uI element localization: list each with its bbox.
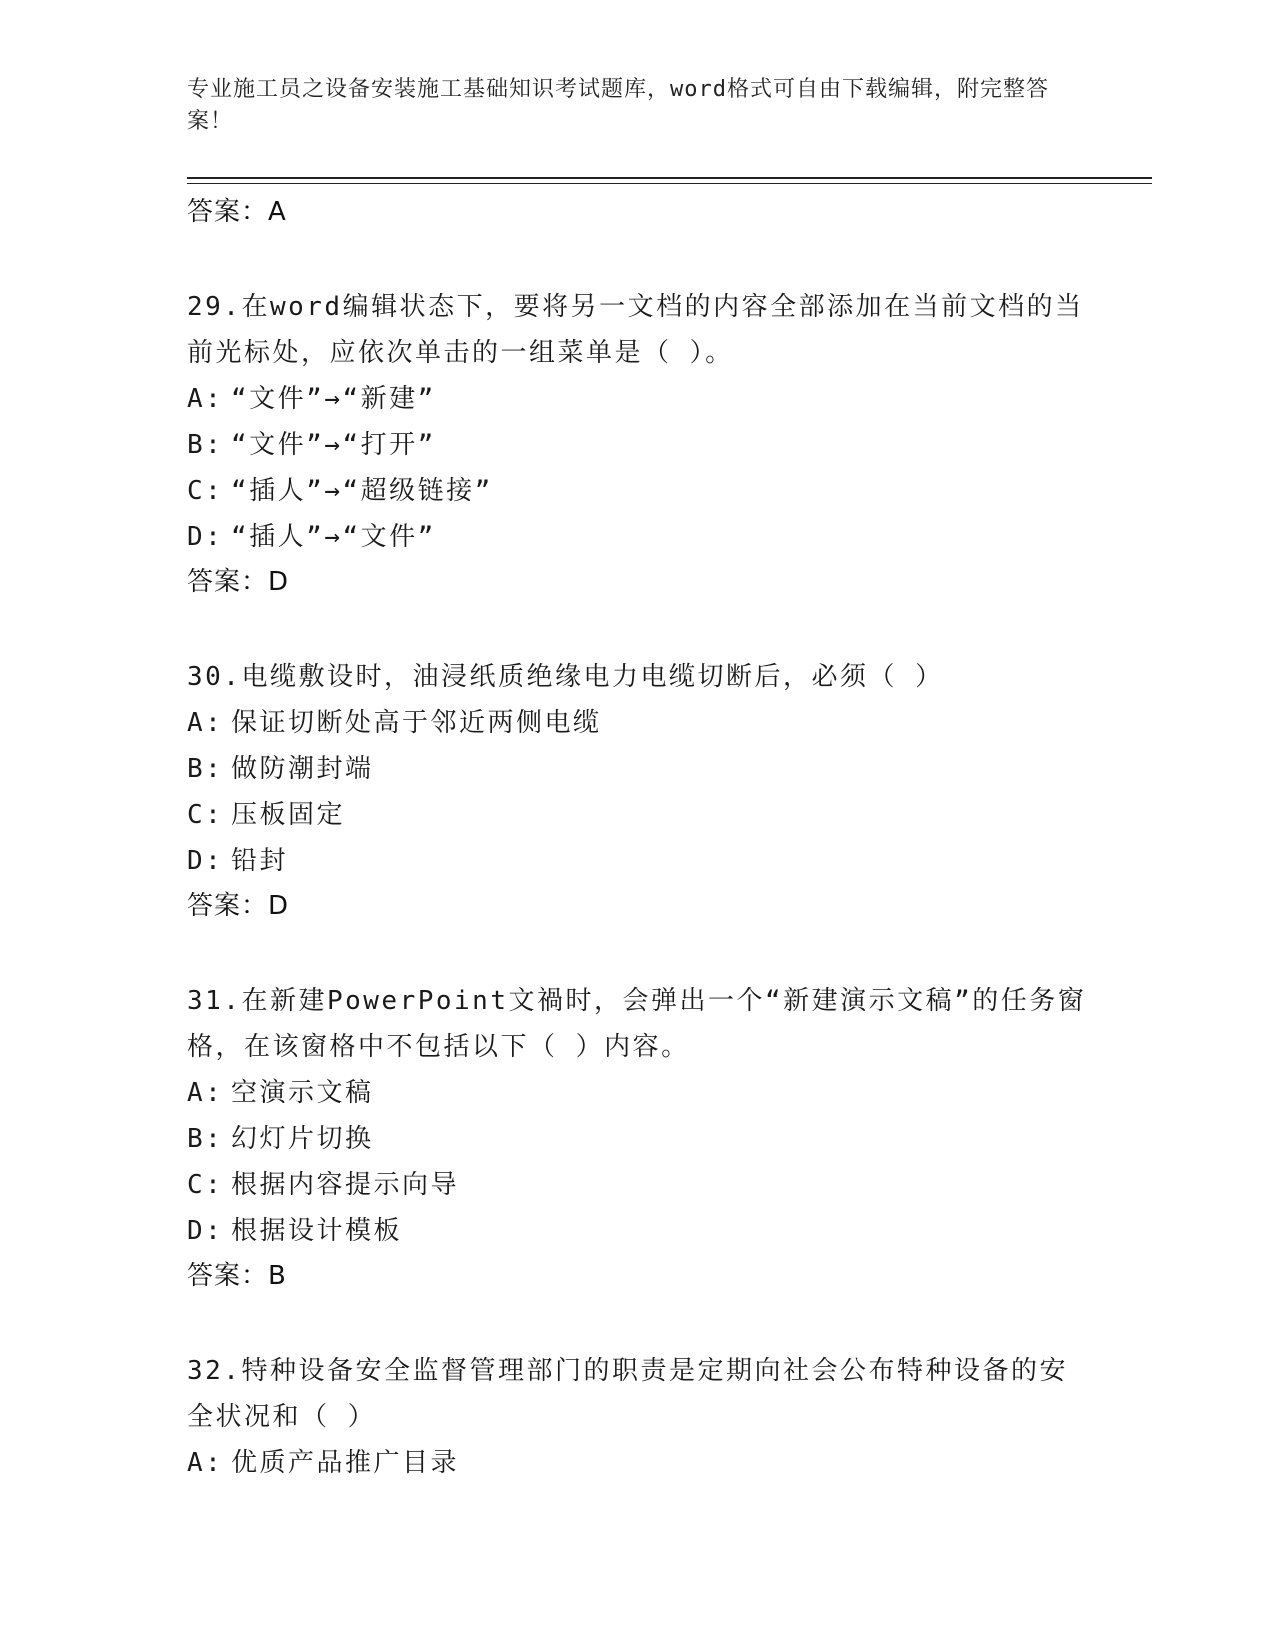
option-letter: B: (187, 430, 224, 460)
option-b (187, 1116, 1087, 1162)
header-divider-thin (187, 183, 1152, 184)
option-a (187, 700, 1087, 746)
question-list (187, 190, 1087, 1486)
option-letter: B: (187, 754, 224, 784)
option-text: “文件”→“打开” (231, 430, 436, 460)
option-text: 根据内容提示向导 (231, 1170, 460, 1200)
option-text: 保证切断处高于邻近两侧电缆 (231, 708, 602, 738)
question-30 (187, 654, 1087, 928)
option-c (187, 792, 1087, 838)
answer-line: 答案：D (187, 567, 290, 597)
option-a (187, 1070, 1087, 1116)
answer-line: 答案：D (187, 891, 290, 921)
option-b (187, 422, 1087, 468)
option-letter: A: (187, 708, 224, 738)
question-29 (187, 284, 1087, 604)
question-text: 32.特种设备安全监督管理部门的职责是定期向社会公布特种设备的安全状况和（ ） (187, 1356, 1068, 1432)
option-c (187, 468, 1087, 514)
option-letter: B: (187, 1124, 224, 1154)
option-text: “插人”→“超级链接” (231, 476, 493, 506)
question-text: 30.电缆敷设时，油浸纸质绝缘电力电缆切断后，必须（ ） (187, 662, 944, 692)
option-letter: D: (187, 846, 224, 876)
option-text: 幻灯片切换 (231, 1124, 374, 1154)
question-32 (187, 1348, 1087, 1486)
option-text: 做防潮封端 (231, 754, 374, 784)
option-a (187, 376, 1087, 422)
option-letter: A: (187, 1078, 224, 1108)
answer-line: 答案：B (187, 1261, 287, 1291)
question-text: 29.在word编辑状态下，要将另一文档的内容全部添加在当前文档的当前光标处，应依次单击的一组菜单是（ ）。 (187, 292, 1084, 368)
option-b (187, 746, 1087, 792)
option-letter: A: (187, 384, 224, 414)
option-letter: C: (187, 1170, 224, 1200)
option-text: 根据设计模板 (231, 1216, 403, 1246)
option-text: 铅封 (231, 846, 289, 876)
option-c (187, 1162, 1087, 1208)
option-letter: A: (187, 1448, 224, 1478)
option-text: “插人”→“文件” (231, 522, 436, 552)
question-text: 31.在新建PowerPoint文禍时，会弹出一个“新建演示文稿”的任务窗格，在该窗格中不包括以下（ ）内容。 (187, 986, 1087, 1062)
option-text: 空演示文稿 (231, 1078, 374, 1108)
option-letter: D: (187, 1216, 224, 1246)
option-text: “文件”→“新建” (231, 384, 436, 414)
answer-line: 答案：A (187, 197, 287, 227)
option-d (187, 1208, 1087, 1254)
option-letter: C: (187, 476, 224, 506)
option-letter: C: (187, 800, 224, 830)
option-text: 压板固定 (231, 800, 346, 830)
option-text: 优质产品推广目录 (231, 1448, 460, 1478)
option-a (187, 1440, 1087, 1486)
option-letter: D: (187, 522, 224, 552)
header-divider-thick (187, 177, 1152, 179)
option-d (187, 514, 1087, 560)
document-header: 专业施工员之设备安装施工基础知识考试题库，word格式可自由下载编辑，附完整答案！ (187, 77, 1049, 134)
option-d (187, 838, 1087, 884)
question-31 (187, 978, 1087, 1298)
